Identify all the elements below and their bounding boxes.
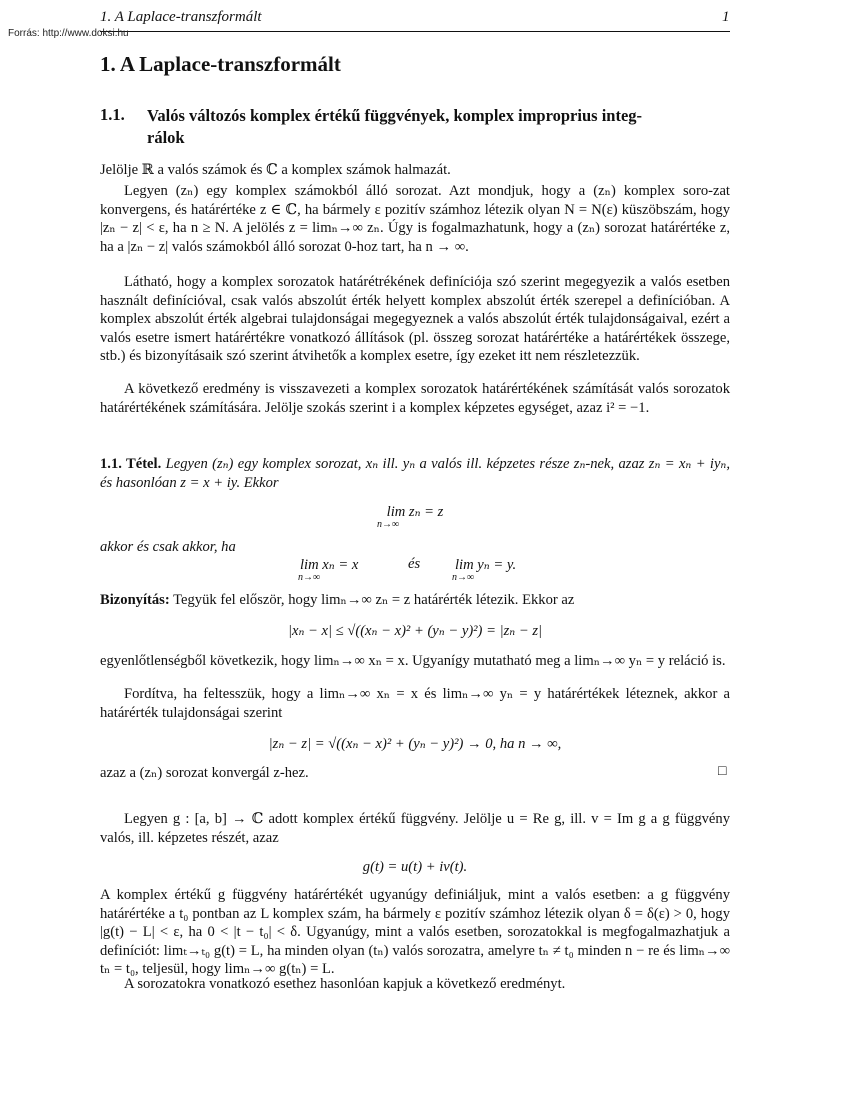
section-title	[147, 105, 737, 149]
theorem-eq1: lim zₙ = z	[386, 504, 444, 520]
proof-label: Bizonyítás:	[100, 592, 170, 608]
paragraph-7: A sorozatokra vonatkozó esethez hasonlóan kapjuk a következő eredményt.	[124, 976, 566, 992]
proof-text-4: azaz a (zₙ) sorozat konvergál z-hez.	[100, 765, 309, 781]
header-rule	[100, 31, 730, 32]
theorem-eq2-right: lim yₙ = y.	[455, 557, 517, 573]
qed-symbol: □	[718, 764, 727, 779]
theorem-eq2-left: lim xₙ = x	[300, 557, 359, 573]
paragraph-3: Látható, hogy a komplex sorozatok határétrékének definíciója szó szerint megegyezik a valós esetben használt definícióval, csak valós abszolút érték helyett komplex abszolút érték szerepel a definícióban. A komplex abszolút érték algebrai tulajdonságai megegyeznek a valós abszolút érték tulajdonságaival, ezért a valós esetre ismert határértékre vonatkozó állítások (pl. összeg sorozat határértéke a határértékek összege, stb.) és bizonyításaik szó szerint átvihetők a komplex esetre, így ezeket itt nem részletezzük.	[100, 274, 730, 365]
theorem-iff: akkor és csak akkor, ha	[100, 539, 236, 555]
theorem-eq2-right-sub: n→∞	[452, 572, 475, 583]
theorem-eq1-sub: n→∞	[377, 519, 400, 530]
running-header-title: 1. A Laplace-transzformált	[100, 9, 262, 25]
proof-eq3: |xₙ − x| ≤ √((xₙ − x)² + (yₙ − y)²) = |zₙ − z|	[287, 623, 543, 639]
proof-eq4: |zₙ − z| = √((xₙ − x)² + (yₙ − y)²) → 0, ha n → ∞,	[268, 736, 562, 752]
eq5: g(t) = u(t) + iv(t).	[362, 859, 468, 875]
paragraph-6: A komplex értékű g függvény határértékét ugyanúgy definiáljuk, mint a valós esetben: a g függvény határértéke a t₀ pontban az L komplex szám, ha bármely ε pozitív számhoz létezik olyan δ = δ(ε) > 0, hogy |g(t) − L| < ε, ha 0 < |t − t₀| < δ. Ugyanúgy, mint a valós esetben, sorozatokkal is megfogalmazhatjuk a definíciót: limₜ→ₜ₀ g(t) = L, ha minden olyan (tₙ) valós sorozatra, amelyre tₙ ≠ t₀ minden n − re és limₙ→∞ tₙ = t₀, teljesül, hogy limₙ→∞ g(tₙ) = L.	[100, 887, 730, 978]
proof-text-3: Fordítva, ha feltesszük, hogy a limₙ→∞ xₙ = x és limₙ→∞ yₙ = y határértékek léteznek, akkor a határérték tulajdonságai szerint	[100, 686, 730, 721]
page-number: 1	[722, 9, 730, 25]
theorem-text: Legyen (zₙ) egy komplex sorozat, xₙ ill. yₙ a valós ill. képzetes része zₙ-nek, azaz zₙ = xₙ + iyₙ, és hasonlóan z = x + iy. Ekkor	[100, 456, 730, 491]
paragraph-2: Legyen (zₙ) egy komplex számokból álló sorozat. Azt mondjuk, hogy a (zₙ) komplex soro-zat konvergens, és határértéke z ∈ ℂ, ha bármely ε pozitív számhoz létezik olyan N = N(ε) küszöbszám, hogy |zₙ − z| < ε, ha n ≥ N. A jelölés z = limₙ→∞ zₙ. Úgy is fogalmazhatunk, hogy a (zₙ) sorozat határértéke z, ha a |zₙ − z| valós számokból álló sorozat 0-hoz tart, ha n → ∞.	[100, 183, 730, 255]
theorem-eq2-mid: és	[408, 556, 421, 572]
proof-text-2: egyenlőtlenségből következik, hogy limₙ→∞ xₙ = x. Ugyanígy mutatható meg a limₙ→∞ yₙ = y reláció is.	[100, 653, 726, 669]
theorem-label: 1.1. Tétel.	[100, 456, 162, 472]
section-title-line1: Valós változós komplex értékű függvények, komplex improprius integ-	[147, 106, 643, 125]
source-note[interactable]: Forrás: http://www.doksi.hu	[8, 28, 129, 39]
paragraph-4: A következő eredmény is visszavezeti a komplex sorozatok határértékének számítását valós sorozatok határértékének számítására. Jelölje szokás szerint i a komplex képzetes egységet, azaz i² = −1.	[100, 381, 730, 416]
paragraph-5: Legyen g : [a, b] → ℂ adott komplex értékű függvény. Jelölje u = Re g, ill. v = Im g a g függvény valós, ill. képzetes részét, azaz	[100, 811, 730, 846]
section-number: 1.1.	[100, 105, 125, 124]
section-title-line2: rálok	[147, 128, 185, 147]
proof-intro	[100, 591, 730, 610]
theorem-block	[100, 455, 730, 492]
theorem-eq2-left-sub: n→∞	[298, 572, 321, 583]
paragraph-1: Jelölje ℝ a valós számok és ℂ a komplex számok halmazát.	[100, 162, 451, 178]
proof-text-1: Tegyük fel először, hogy limₙ→∞ zₙ = z határérték létezik. Ekkor az	[173, 592, 575, 608]
chapter-title: 1. A Laplace-transzformált	[100, 52, 341, 76]
